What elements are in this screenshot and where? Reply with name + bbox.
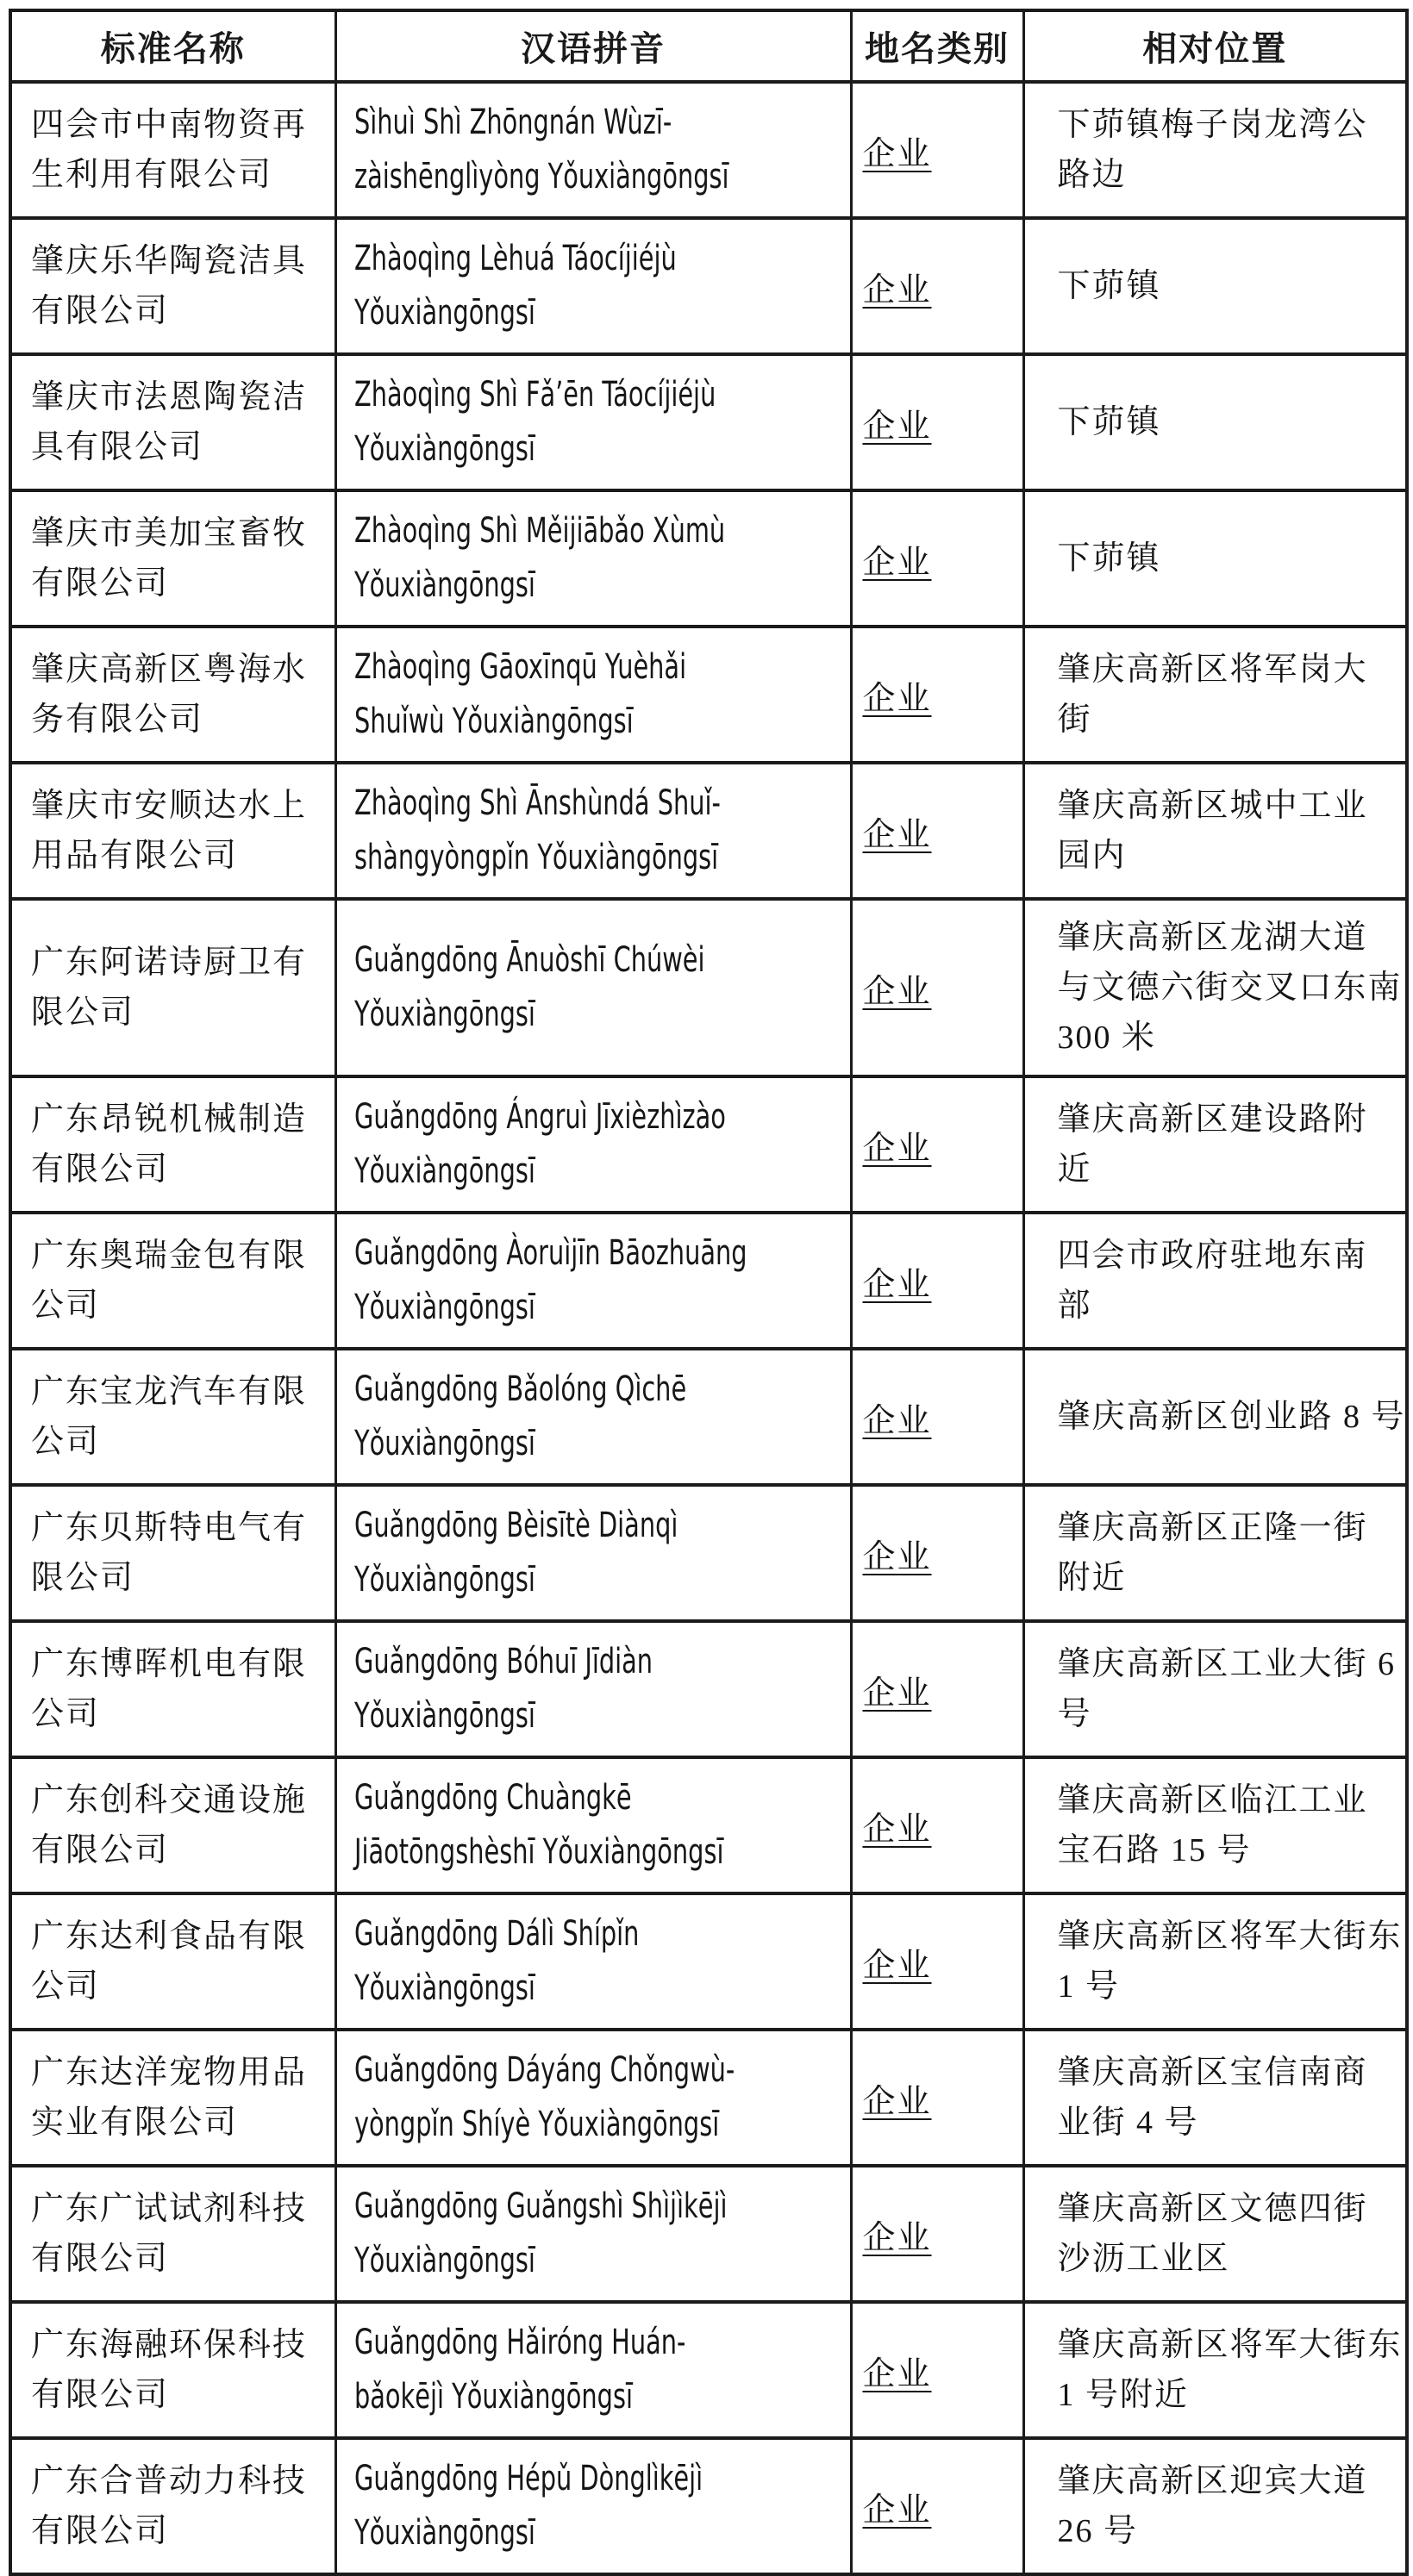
text-line: 肇庆乐华陶瓷洁具 (31, 243, 308, 279)
text-line: Guǎngdōng Dáyáng Chǒngwù- (353, 2050, 735, 2090)
pinyin-cell (335, 1213, 851, 1349)
text-line: 肇庆市安顺达水上 (31, 788, 308, 824)
table-row (10, 2302, 1407, 2438)
text-line: 肇庆高新区粤海水 (31, 652, 308, 688)
table-row (10, 1757, 1407, 1893)
pinyin-cell (335, 82, 851, 218)
text-line: 肇庆市法恩陶瓷洁 (31, 379, 308, 415)
text-line: 肇庆高新区建设路附 (1057, 1101, 1368, 1138)
text-line: 肇庆高新区工业大街 6 (1057, 1646, 1397, 1682)
col-header-standard-name: 标准名称 (10, 10, 335, 82)
pinyin-cell (335, 1757, 851, 1893)
category-cell (851, 1757, 1023, 1893)
text-line: 有限公司 (31, 2241, 170, 2277)
location-cell (1023, 2030, 1407, 2166)
text-line: Yǒuxiàngōngsī (353, 1696, 535, 1736)
text-line: Yǒuxiàngōngsī (353, 1151, 535, 1191)
text-line: 街 (1057, 702, 1092, 738)
company-name-cell (10, 2438, 335, 2574)
place-names-table (9, 9, 1409, 2576)
text-line: 广东达利食品有限 (31, 1918, 308, 1955)
text-line: 肇庆高新区迎宾大道 (1057, 2463, 1368, 2499)
text-line: 务有限公司 (31, 702, 204, 738)
category-value: 企业 (862, 680, 932, 717)
table-row (10, 490, 1407, 627)
location-cell (1023, 1621, 1407, 1757)
pinyin-cell (335, 2438, 851, 2574)
category-value: 企业 (862, 1538, 932, 1575)
category-cell (851, 1349, 1023, 1485)
text-line: 广东阿诺诗厨卫有 (31, 945, 308, 981)
pinyin-cell (335, 1349, 851, 1485)
text-line: 限公司 (31, 1560, 135, 1596)
text-line: 公司 (31, 1696, 101, 1732)
text-line: Yǒuxiàngōngsī (353, 565, 535, 605)
text-line: shàngyòngpǐn Yǒuxiàngōngsī (353, 838, 718, 877)
category-value: 企业 (862, 1675, 932, 1712)
text-line: 有限公司 (31, 1832, 170, 1868)
location-cell (1023, 354, 1407, 490)
text-line: 公司 (31, 1968, 101, 2005)
category-value: 企业 (862, 2492, 932, 2529)
table-row (10, 1621, 1407, 1757)
category-cell (851, 1621, 1023, 1757)
pinyin-cell (335, 2302, 851, 2438)
text-line: Sìhuì Shì Zhōngnán Wùzī- (353, 103, 672, 142)
text-line: 四会市政府驻地东南 (1057, 1238, 1368, 1274)
location-cell (1023, 1485, 1407, 1621)
text-line: Guǎngdōng Ángruì Jīxièzhìzào (353, 1097, 726, 1137)
location-cell (1023, 763, 1407, 899)
text-line: 与文德六街交叉口东南 (1057, 970, 1403, 1006)
text-line: Yǒuxiàngōngsī (353, 995, 535, 1034)
text-line: 公司 (31, 1288, 101, 1324)
category-value: 企业 (862, 271, 932, 309)
text-line: 肇庆市美加宝畜牧 (31, 515, 308, 552)
category-cell (851, 763, 1023, 899)
text-line: 宝石路 15 号 (1057, 1832, 1252, 1868)
location-cell (1023, 1213, 1407, 1349)
text-line: 肇庆高新区宝信南商 (1057, 2055, 1368, 2091)
text-line: 近 (1057, 1151, 1092, 1188)
text-line: Guǎngdōng Ānuòshī Chúwèi (353, 940, 704, 980)
text-line: Guǎngdōng Hépǔ Dònglìkējì (353, 2459, 703, 2498)
category-cell (851, 2438, 1023, 2574)
document-page (9, 9, 1409, 2576)
category-cell (851, 2302, 1023, 2438)
location-cell (1023, 2166, 1407, 2302)
category-value: 企业 (862, 2355, 932, 2392)
text-line: 300 米 (1057, 1020, 1157, 1056)
text-line: zàishēnglìyòng Yǒuxiàngōngsī (353, 157, 728, 196)
table-row (10, 1213, 1407, 1349)
text-line: 广东海融环保科技 (31, 2327, 308, 2363)
location-cell (1023, 218, 1407, 354)
text-line: 沙沥工业区 (1057, 2241, 1230, 2277)
company-name-cell (10, 1076, 335, 1213)
text-line: Guǎngdōng Dálì Shípǐn (353, 1914, 639, 1954)
text-line: 有限公司 (31, 2513, 170, 2549)
location-cell (1023, 899, 1407, 1076)
category-cell (851, 354, 1023, 490)
category-cell (851, 1893, 1023, 2030)
text-line: Guǎngdōng Bóhuī Jīdiàn (353, 1642, 653, 1681)
company-name-cell (10, 82, 335, 218)
location-cell (1023, 490, 1407, 627)
text-line: 有限公司 (31, 565, 170, 602)
text-line: 1 号 (1057, 1968, 1121, 2005)
pinyin-cell (335, 1485, 851, 1621)
text-line: 有限公司 (31, 1151, 170, 1188)
text-line: Zhàoqìng Lèhuá Táocíjiéjù (353, 239, 677, 278)
location-cell (1023, 1757, 1407, 1893)
text-line: Yǒuxiàngōngsī (353, 2241, 535, 2280)
location-cell (1023, 2302, 1407, 2438)
table-row (10, 1893, 1407, 2030)
category-cell (851, 490, 1023, 627)
text-line: 有限公司 (31, 2377, 170, 2413)
text-line: 肇庆高新区将军大街东 (1057, 2327, 1403, 2363)
location-cell (1023, 1349, 1407, 1485)
category-value: 企业 (862, 1266, 932, 1303)
company-name-cell (10, 354, 335, 490)
text-line: 广东博晖机电有限 (31, 1646, 308, 1682)
text-line: 下茆镇 (1057, 540, 1161, 577)
pinyin-cell (335, 490, 851, 627)
text-line: 公司 (31, 1424, 101, 1460)
company-name-cell (10, 2302, 335, 2438)
text-line: 生利用有限公司 (31, 157, 273, 193)
table-row (10, 1076, 1407, 1213)
text-line: 广东广试试剂科技 (31, 2191, 308, 2227)
category-value: 企业 (862, 1130, 932, 1167)
company-name-cell (10, 1349, 335, 1485)
text-line: Yǒuxiàngōngsī (353, 1424, 535, 1463)
category-value: 企业 (862, 2219, 932, 2256)
text-line: 园内 (1057, 838, 1127, 874)
table-row (10, 763, 1407, 899)
company-name-cell (10, 218, 335, 354)
company-name-cell (10, 2166, 335, 2302)
text-line: Zhàoqìng Shì Ānshùndá Shuǐ- (353, 783, 721, 823)
text-line: 下茆镇 (1057, 268, 1161, 304)
text-line: 路边 (1057, 157, 1127, 193)
text-line: 号 (1057, 1696, 1092, 1732)
category-cell (851, 1485, 1023, 1621)
text-line: 肇庆高新区正隆一街 (1057, 1510, 1368, 1546)
text-line: Yǒuxiàngōngsī (353, 1560, 535, 1600)
text-line: 肇庆高新区城中工业 (1057, 788, 1368, 824)
category-cell (851, 218, 1023, 354)
category-cell (851, 1213, 1023, 1349)
text-line: 广东奥瑞金包有限 (31, 1238, 308, 1274)
pinyin-cell (335, 1893, 851, 2030)
text-line: Yǒuxiàngōngsī (353, 429, 535, 469)
text-line: 1 号附近 (1057, 2377, 1190, 2413)
category-value: 企业 (862, 2083, 932, 2120)
location-cell (1023, 627, 1407, 763)
text-line: Guǎngdōng Bèisītè Diànqì (353, 1506, 678, 1545)
text-line: bǎokējì Yǒuxiàngōngsī (353, 2377, 633, 2417)
header-row (10, 10, 1407, 82)
text-line: 限公司 (31, 995, 135, 1031)
category-cell (851, 82, 1023, 218)
category-cell (851, 899, 1023, 1076)
text-line: Yǒuxiàngōngsī (353, 2513, 535, 2553)
text-line: 四会市中南物资再 (31, 107, 308, 143)
company-name-cell (10, 2030, 335, 2166)
category-value: 企业 (862, 1947, 932, 1984)
text-line: Zhàoqìng Shì Měijiābǎo Xùmù (353, 511, 725, 551)
category-value: 企业 (862, 408, 932, 445)
category-value: 企业 (862, 1811, 932, 1848)
text-line: 有限公司 (31, 293, 170, 329)
text-line: Zhàoqìng Shì Fǎ’ēn Táocíjiéjù (353, 375, 716, 415)
pinyin-cell (335, 354, 851, 490)
text-line: 肇庆高新区龙湖大道 (1057, 920, 1368, 956)
pinyin-cell (335, 899, 851, 1076)
pinyin-cell (335, 2030, 851, 2166)
text-line: 肇庆高新区临江工业 (1057, 1782, 1368, 1818)
text-line: 肇庆高新区文德四街 (1057, 2191, 1368, 2227)
location-cell (1023, 1893, 1407, 2030)
table-row (10, 1349, 1407, 1485)
company-name-cell (10, 1893, 335, 2030)
text-line: Guǎngdōng Bǎolóng Qìchē (353, 1369, 686, 1409)
text-line: Guǎngdōng Guǎngshì Shìjìkējì (353, 2186, 727, 2226)
table-row (10, 2030, 1407, 2166)
text-line: 广东昂锐机械制造 (31, 1101, 308, 1138)
category-value: 企业 (862, 544, 932, 581)
text-line: Yǒuxiàngōngsī (353, 1968, 535, 2008)
category-cell (851, 2166, 1023, 2302)
text-line: 26 号 (1057, 2513, 1139, 2549)
table-row (10, 354, 1407, 490)
text-line: 广东创科交通设施 (31, 1782, 308, 1818)
text-line: 实业有限公司 (31, 2105, 239, 2141)
category-value: 企业 (862, 135, 932, 172)
pinyin-cell (335, 627, 851, 763)
text-line: 附近 (1057, 1560, 1127, 1596)
table-row (10, 2166, 1407, 2302)
category-value: 企业 (862, 1402, 932, 1439)
text-line: yòngpǐn Shíyè Yǒuxiàngōngsī (353, 2105, 719, 2144)
col-header-category: 地名类别 (851, 10, 1023, 82)
table-row (10, 1485, 1407, 1621)
text-line: Yǒuxiàngōngsī (353, 293, 535, 333)
text-line: Guǎngdōng Àoruìjīn Bāozhuāng (353, 1233, 747, 1273)
text-line: 广东贝斯特电气有 (31, 1510, 308, 1546)
location-cell (1023, 1076, 1407, 1213)
text-line: Zhàoqìng Gāoxīnqū Yuèhǎi (353, 647, 686, 687)
company-name-cell (10, 1485, 335, 1621)
text-line: 广东宝龙汽车有限 (31, 1374, 308, 1410)
company-name-cell (10, 899, 335, 1076)
pinyin-cell (335, 763, 851, 899)
text-line: 广东合普动力科技 (31, 2463, 308, 2499)
company-name-cell (10, 1213, 335, 1349)
text-line: Jiāotōngshèshī Yǒuxiàngōngsī (353, 1832, 723, 1872)
category-value: 企业 (862, 973, 932, 1010)
pinyin-cell (335, 2166, 851, 2302)
company-name-cell (10, 627, 335, 763)
table-row (10, 899, 1407, 1076)
category-cell (851, 2030, 1023, 2166)
table-body (10, 82, 1407, 2574)
table-row (10, 627, 1407, 763)
table-row (10, 218, 1407, 354)
company-name-cell (10, 1621, 335, 1757)
text-line: Guǎngdōng Hǎiróng Huán- (353, 2323, 685, 2362)
location-cell (1023, 82, 1407, 218)
company-name-cell (10, 1757, 335, 1893)
text-line: 用品有限公司 (31, 838, 239, 874)
pinyin-cell (335, 1621, 851, 1757)
company-name-cell (10, 490, 335, 627)
category-cell (851, 1076, 1023, 1213)
text-line: 部 (1057, 1288, 1092, 1324)
text-line: 肇庆高新区将军岗大 (1057, 652, 1368, 688)
text-line: 肇庆高新区将军大街东 (1057, 1918, 1403, 1955)
text-line: 具有限公司 (31, 429, 204, 465)
text-line: Shuǐwù Yǒuxiàngōngsī (353, 702, 634, 741)
location-cell (1023, 2438, 1407, 2574)
category-value: 企业 (862, 816, 932, 853)
text-line: 广东达洋宠物用品 (31, 2055, 308, 2091)
pinyin-cell (335, 218, 851, 354)
company-name-cell (10, 763, 335, 899)
pinyin-cell (335, 1076, 851, 1213)
category-cell (851, 627, 1023, 763)
text-line: 业街 4 号 (1057, 2105, 1199, 2141)
text-line: 下茆镇 (1057, 404, 1161, 440)
text-line: 下茆镇梅子岗龙湾公 (1057, 107, 1368, 143)
col-header-pinyin: 汉语拼音 (335, 10, 851, 82)
table-row (10, 2438, 1407, 2574)
text-line: 肇庆高新区创业路 8 号 (1057, 1399, 1406, 1435)
table-row (10, 82, 1407, 218)
text-line: Yǒuxiàngōngsī (353, 1288, 535, 1327)
col-header-location: 相对位置 (1023, 10, 1407, 82)
text-line: Guǎngdōng Chuàngkē (353, 1778, 632, 1818)
